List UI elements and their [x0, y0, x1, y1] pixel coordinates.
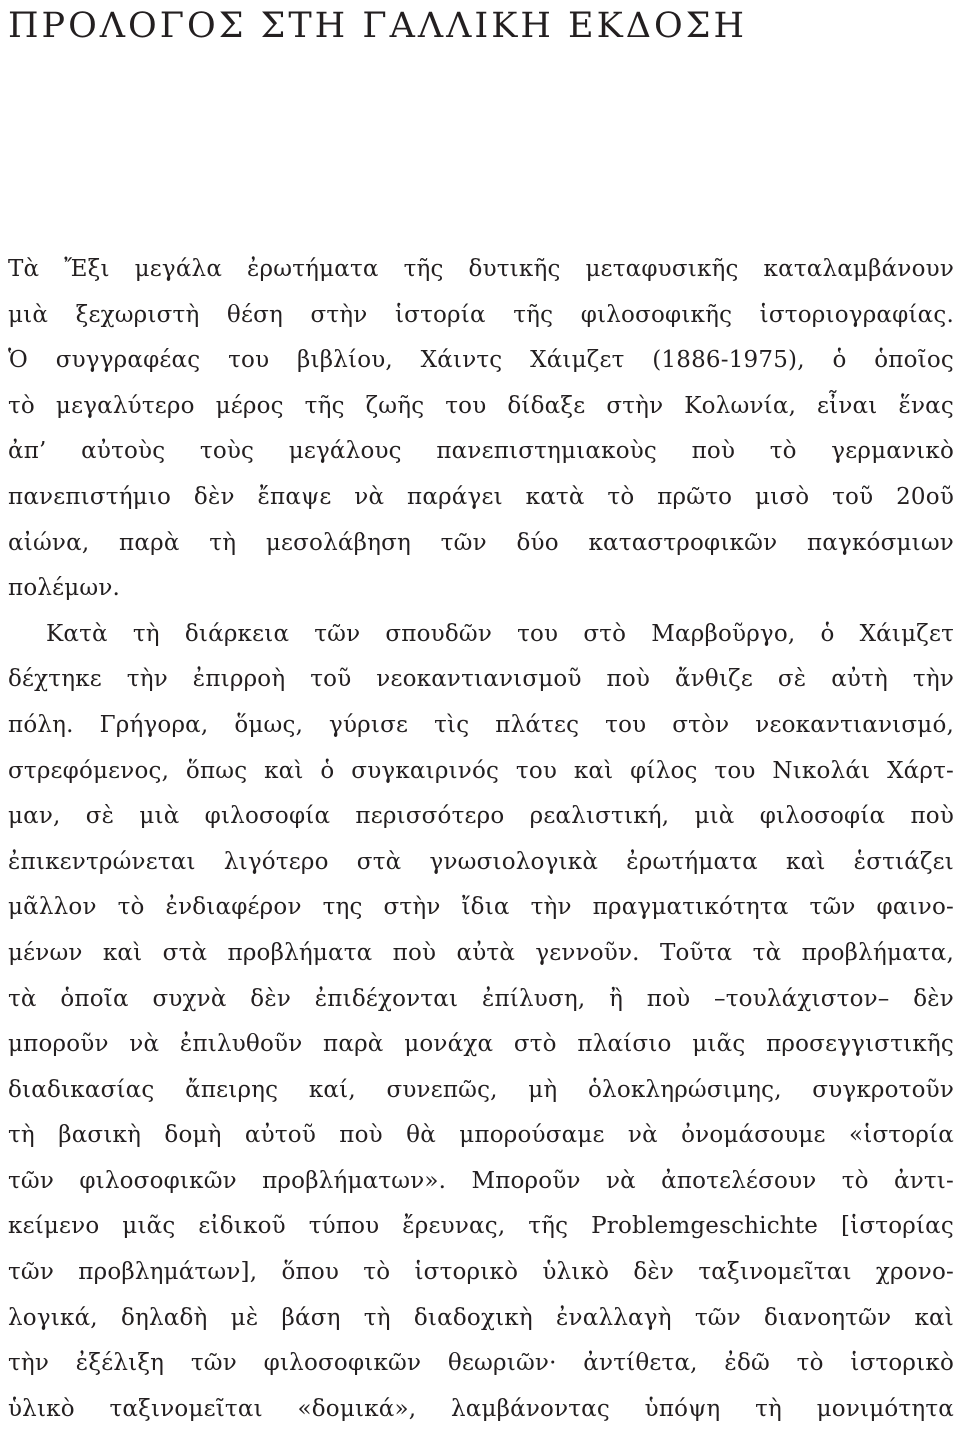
text-line: τῶν φιλοσοφικῶν προβλήματων». Μποροῦν νὰ ἀποτελέσουν τὸ ἀντι-: [8, 1167, 954, 1194]
text-line: μαν, σὲ μιὰ φιλοσοφία περισσότερο ρεαλιστική, μιὰ φιλοσοφία ποὺ: [8, 803, 954, 830]
text-line: αἰώνα, παρὰ τὴ μεσολάβηση τῶν δύο καταστροφικῶν παγκόσμιων: [8, 529, 954, 556]
body-text: [8, 247, 954, 1432]
text-line: μένων καὶ στὰ προβλήματα ποὺ αὐτὰ γεννοῦν. Τοῦτα τὰ προβλήματα,: [8, 939, 954, 966]
text-line: δέχτηκε τὴν ἐπιρροὴ τοῦ νεοκαντιανισμοῦ ποὺ ἄνθιζε σὲ αὐτὴ τὴν: [8, 666, 954, 693]
text-line: στρεφόμενος, ὅπως καὶ ὁ συγκαιρινός του καὶ φίλος του Νικολάι Χάρτ-: [8, 757, 954, 784]
text-line: τὴ βασικὴ δομὴ αὐτοῦ ποὺ θὰ μπορούσαμε νὰ ὀνομάσουμε «ἱστορία: [8, 1122, 954, 1149]
text-line: πανεπιστήμιο δὲν ἔπαψε νὰ παράγει κατὰ τὸ πρῶτο μισὸ τοῦ 20οῦ: [8, 483, 954, 510]
text-line: διαδικασίας ἄπειρης καί, συνεπῶς, μὴ ὁλοκληρώσιμης, συγκροτοῦν: [8, 1076, 954, 1103]
text-line: μποροῦν νὰ ἐπιλυθοῦν παρὰ μονάχα στὸ πλαίσιο μιᾶς προσεγγιστικῆς: [8, 1031, 954, 1058]
text-line: τὴν ἐξέλιξη τῶν φιλοσοφικῶν θεωριῶν· ἀντίθετα, ἐδῶ τὸ ἱστορικὸ: [8, 1350, 954, 1377]
text-line: Τὰ Ἔξι μεγάλα ἐρωτήματα τῆς δυτικῆς μεταφυσικῆς καταλαμβάνουν: [8, 256, 954, 282]
text-line: Ὁ συγγραφέας του βιβλίου, Χάιντς Χάιμζετ (1886-1975), ὁ ὁποῖος: [8, 347, 954, 374]
text-line: κείμενο μιᾶς εἰδικοῦ τύπου ἔρευνας, τῆς Problemgeschichte [ἱστορίας: [8, 1213, 954, 1240]
text-line: πολέμων.: [8, 575, 121, 602]
text-line: τὰ ὁποῖα συχνὰ δὲν ἐπιδέχονται ἐπίλυση, ἢ ποὺ –τουλάχιστον– δὲν: [8, 985, 954, 1012]
text-line: τὸ μεγαλύτερο μέρος τῆς ζωῆς του δίδαξε στὴν Κολωνία, εἶναι ἕνας: [8, 392, 954, 419]
text-line: Κατὰ τὴ διάρκεια τῶν σπουδῶν του στὸ Μαρβοῦργο, ὁ Χάιμζετ: [46, 620, 954, 647]
text-line: μᾶλλον τὸ ἐνδιαφέρον της στὴν ἴδια τὴν πραγματικότητα τῶν φαινο-: [8, 894, 954, 921]
text-line: πόλη. Γρήγορα, ὅμως, γύρισε τὶς πλάτες του στὸν νεοκαντιανισμό,: [8, 711, 954, 738]
text-line: μιὰ ξεχωριστὴ θέση στὴν ἱστορία τῆς φιλοσοφικῆς ἱστοριογραφίας.: [8, 301, 954, 328]
text-line: λογικά, δηλαδὴ μὲ βάση τὴ διαδοχικὴ ἐναλλαγὴ τῶν διανοητῶν καὶ: [8, 1304, 954, 1331]
text-line: ἀπ’ αὐτοὺς τοὺς μεγάλους πανεπιστημιακοὺς ποὺ τὸ γερμανικὸ: [8, 438, 954, 465]
text-line: ὑλικὸ ταξινομεῖται «δομικά», λαμβάνοντας ὑπόψη τὴ μονιμότητα: [8, 1395, 954, 1422]
page-title: ΠΡΟΛΟΓΟΣ ΣΤΗ ΓΑΛΛΙΚΗ ΕΚΔΟΣΗ: [8, 6, 747, 46]
text-line: τῶν προβλημάτων], ὅπου τὸ ἱστορικὸ ὑλικὸ δὲν ταξινομεῖται χρονο-: [8, 1259, 954, 1286]
text-line: ἐπικεντρώνεται λιγότερο στὰ γνωσιολογικὰ ἐρωτήματα καὶ ἑστιάζει: [8, 848, 954, 875]
